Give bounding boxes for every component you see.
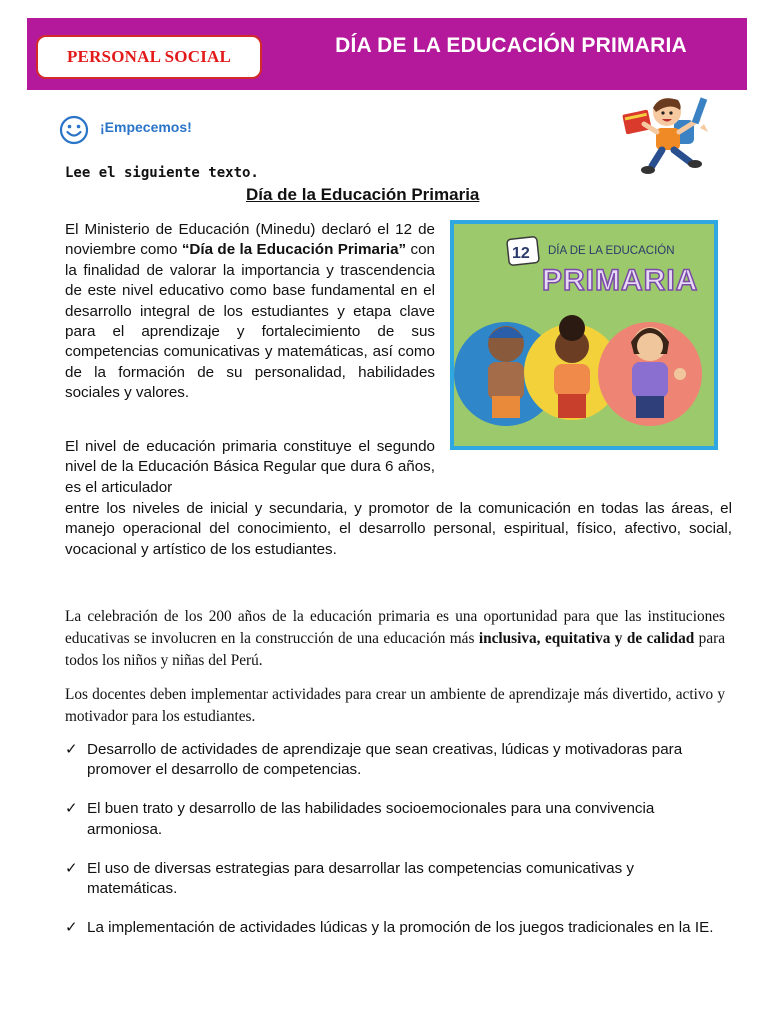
checkmark-icon: ✓ — [65, 918, 78, 936]
section2-paragraph-2: Los docentes deben implementar actividades para crear un ambiente de aprendizaje más divertido, activo y motivador para los estudiantes. — [65, 686, 725, 725]
page-title: DÍA DE LA EDUCACIÓN PRIMARIA — [335, 34, 687, 57]
article-paragraph-2-end: entre los niveles de inicial y secundaria, y promotor de la comunicación en todas las áreas, el manejo operacional del conocimiento, el desarrollo personal, espiritual, físico, afectivo, social, vocacional y artístico de los estudiantes. — [65, 500, 732, 558]
poster-number: 12 — [512, 245, 530, 262]
list-item: ✓ Desarrollo de actividades de aprendizaje que sean creativas, lúdicas y motivadoras para promover el desarrollo de competencias. — [65, 741, 683, 779]
subject-badge — [36, 35, 262, 79]
section2-paragraph-1: La celebración de los 200 años de la educación primaria es una oportunidad para que las instituciones educativas se involucren en la construcción de una educación más inclusiva, equitativa y de calidad para todos los niños y niñas del Perú. — [65, 608, 725, 669]
poster-line-1: DÍA DE LA EDUCACIÓN — [548, 245, 675, 257]
article-title: Día de la Educación Primaria — [246, 185, 480, 204]
running-student-illustration — [620, 90, 726, 186]
checklist — [65, 740, 725, 957]
list-item: ✓ La implementación de actividades lúdicas y la promoción de los juegos tradicionales en la IE. — [65, 918, 725, 938]
poster-line-2: PRIMARIA — [542, 264, 699, 297]
list-item: ✓ El buen trato y desarrollo de las habilidades socioemocionales para una convivencia armoniosa. — [65, 800, 655, 838]
reading-instruction: Lee el siguiente texto. — [65, 165, 259, 181]
education-day-poster — [450, 220, 718, 450]
list-item: ✓ El uso de diversas estrategias para desarrollar las competencias comunicativas y matemáticas. — [65, 859, 635, 898]
checkmark-icon: ✓ — [65, 741, 78, 758]
poster-artwork — [454, 224, 714, 446]
smiley-face-icon — [59, 115, 89, 145]
checkmark-icon: ✓ — [65, 859, 78, 877]
checkmark-icon: ✓ — [65, 800, 78, 818]
article-paragraph-1: El Ministerio de Educación (Minedu) declaró el 12 de noviembre como “Día de la Educación Primaria” con la finalidad de valorar la importancia y trascendencia de este nivel educativo como base fundamental en el desarrollo integral de los estudiantes y etapa clave para el aprendizaje y fortalecimiento de sus competencias comunicativas y matemáticas, así como de la formación de su personalidad, habilidades sociales y valores. — [65, 221, 435, 402]
intro-label: ¡Empecemos! — [100, 119, 192, 135]
subject-label: PERSONAL SOCIAL — [66, 47, 232, 66]
article-paragraph-2-start: El nivel de educación primaria constituye el segundo nivel de la Educación Básica Regular que dura 6 años, es el articulador — [65, 438, 435, 496]
